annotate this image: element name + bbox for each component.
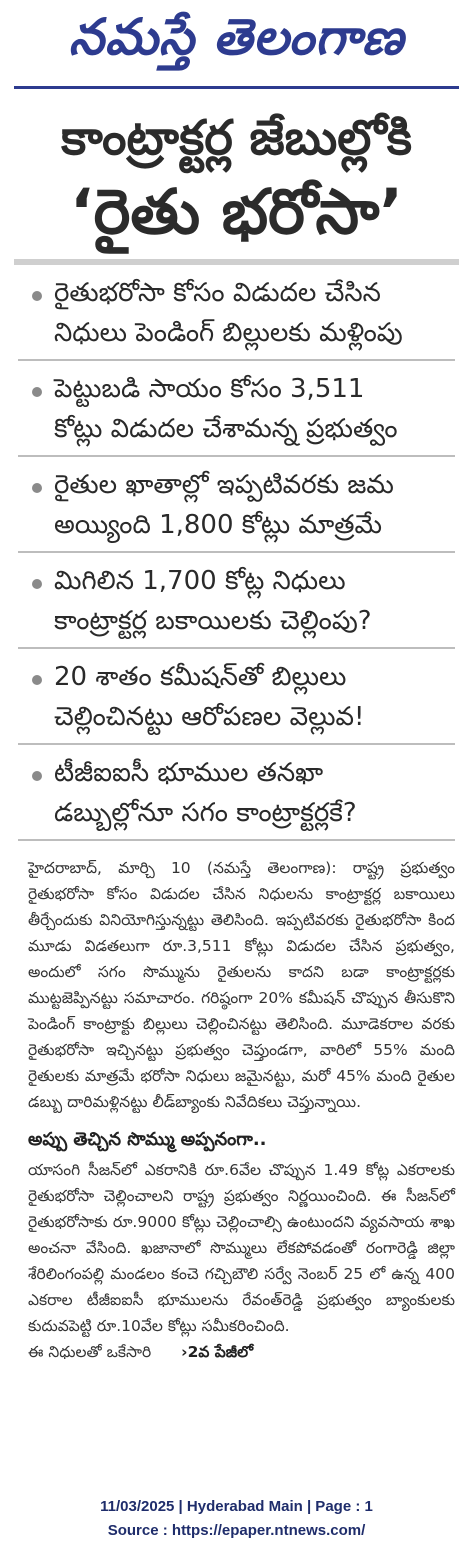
highlight-text: రైతుల ఖాతాల్లో ఇప్పటివరకు జమ అయ్యింది 1,800 కోట్లు మాత్రమే bbox=[54, 470, 394, 540]
highlight-item bbox=[18, 457, 455, 553]
article-paragraph-2: యాసంగి సీజన్‌లో ఎకరానికి రూ.6వేల చొప్పున 1.49 కోట్ల ఎకరాలకు రైతుభరోసా చెల్లించాలని రాష్ట్ర ప్రభుత్వం నిర్ణయించింది. ఈ సీజన్‌లో రైతుభరోసాకు రూ.9000 కోట్లు చెల్లించాల్సి ఉంటుందని వ్యవసాయ శాఖ అంచనా వేసింది. ఖజానాలో సొమ్ములు లేకపోవడంతో రంగారెడ్డి జిల్లా శేరిలింగంపల్లి మండలం కంచె గచ్చిబౌలి సర్వే నెంబర్‌ 25 లో ఉన్న 400 ఎకరాల టీజీఐఐసీ భూములను రేవంత్‌రెడ్డి ప్రభుత్వం బ్యాంకులకు కుదువపెట్టి రూ.10వేల కోట్లు సమీకరించింది. bbox=[28, 1161, 455, 1335]
highlight-text: మిగిలిన 1,700 కోట్ల నిధులు కాంట్రాక్టర్ల బకాయిలకు చెల్లింపు? bbox=[54, 566, 372, 636]
article-subhead: అప్పు తెచ్చిన సొమ్ము అప్పనంగా.. bbox=[28, 1129, 267, 1150]
headline-line-2: ‘రైతు భరోసా’ bbox=[70, 175, 403, 248]
highlight-item bbox=[18, 745, 455, 841]
article-last-line: ఈ నిధులతో ఒకేసారి bbox=[28, 1343, 152, 1361]
highlight-text: పెట్టుబడి సాయం కోసం 3,511 కోట్లు విడుదల చేశామన్న ప్రభుత్వం bbox=[54, 374, 398, 444]
masthead-logo: నమస్తే తెలంగాణ bbox=[68, 7, 405, 66]
footer-date-edition: 11/03/2025 | Hyderabad Main | Page : 1 bbox=[100, 1498, 373, 1515]
bullet-icon bbox=[32, 579, 42, 589]
footer-source: Source : https://epaper.ntnews.com/ bbox=[107, 1522, 366, 1539]
highlight-item bbox=[18, 361, 455, 457]
highlight-text: 20 శాతం కమీషన్‌తో బిల్లులు చెల్లించినట్టు ఆరోపణల వెల్లువ! bbox=[54, 662, 365, 732]
continued-label: 2వ పేజీలో bbox=[187, 1343, 254, 1361]
highlight-item bbox=[18, 649, 455, 745]
bullet-icon bbox=[32, 483, 42, 493]
continuation-row bbox=[28, 1339, 455, 1365]
highlight-text: రైతుభరోసా కోసం విడుదల చేసిన నిధులు పెండింగ్‌ బిల్లులకు మళ్లింపు bbox=[54, 278, 403, 348]
bullet-icon bbox=[32, 387, 42, 397]
highlight-text: టీజీఐఐసీ భూముల తనఖా డబ్బుల్లోనూ సగం కాంట్రాక్టర్లకే? bbox=[54, 758, 357, 828]
headline-line-1: కాంట్రాక్టర్ల జేబుల్లోకి bbox=[61, 110, 412, 166]
continued-on-page-link[interactable]: ›2వ పేజీలో bbox=[181, 1343, 254, 1361]
article-paragraph-1: హైదరాబాద్‌, మార్చి 10 (నమస్తే తెలంగాణ): రాష్ట్ర ప్రభుత్వం రైతుభరోసా కోసం విడుదల చేసిన నిధులను కాంట్రాక్టర్ల బకాయిలు తీర్చేందుకు వినియోగిస్తున్నట్టు తెలిసింది. ఇప్పటివరకు రైతుభరోసా కింద మూడు విడతలుగా రూ.3,511 కోట్లు విడుదల చేసిన ప్రభుత్వం, అందులో సగం సొమ్మును రైతులను కాదని బడా కాంట్రాక్టర్లకు ముట్టజెప్పినట్టు సమాచారం. గరిష్ఠంగా 20% కమీషన్‌ చొప్పున తీసుకొని పెండింగ్‌ కాంట్రాక్టు బిల్లులు చెల్లించినట్టు తెలిసింది. మూడెకరాల వరకు రైతుభరోసా ఇచ్చినట్టు ప్రభుత్వం చెప్తుండగా, వారిలో 55% మంది రైతులకు మాత్రమే భరోసా నిధులు జమైనట్టు, మరో 45% మంది రైతుల డబ్బు దారిమళ్లినట్టు లీడ్‌బ్యాంకు నివేదికలు చెప్తున్నాయి. bbox=[28, 859, 455, 1111]
highlight-item bbox=[18, 265, 455, 361]
bullet-icon bbox=[32, 675, 42, 685]
bullet-icon bbox=[32, 771, 42, 781]
highlight-item bbox=[18, 553, 455, 649]
highlights-list bbox=[18, 265, 455, 841]
masthead-divider bbox=[14, 86, 459, 89]
bullet-icon bbox=[32, 291, 42, 301]
